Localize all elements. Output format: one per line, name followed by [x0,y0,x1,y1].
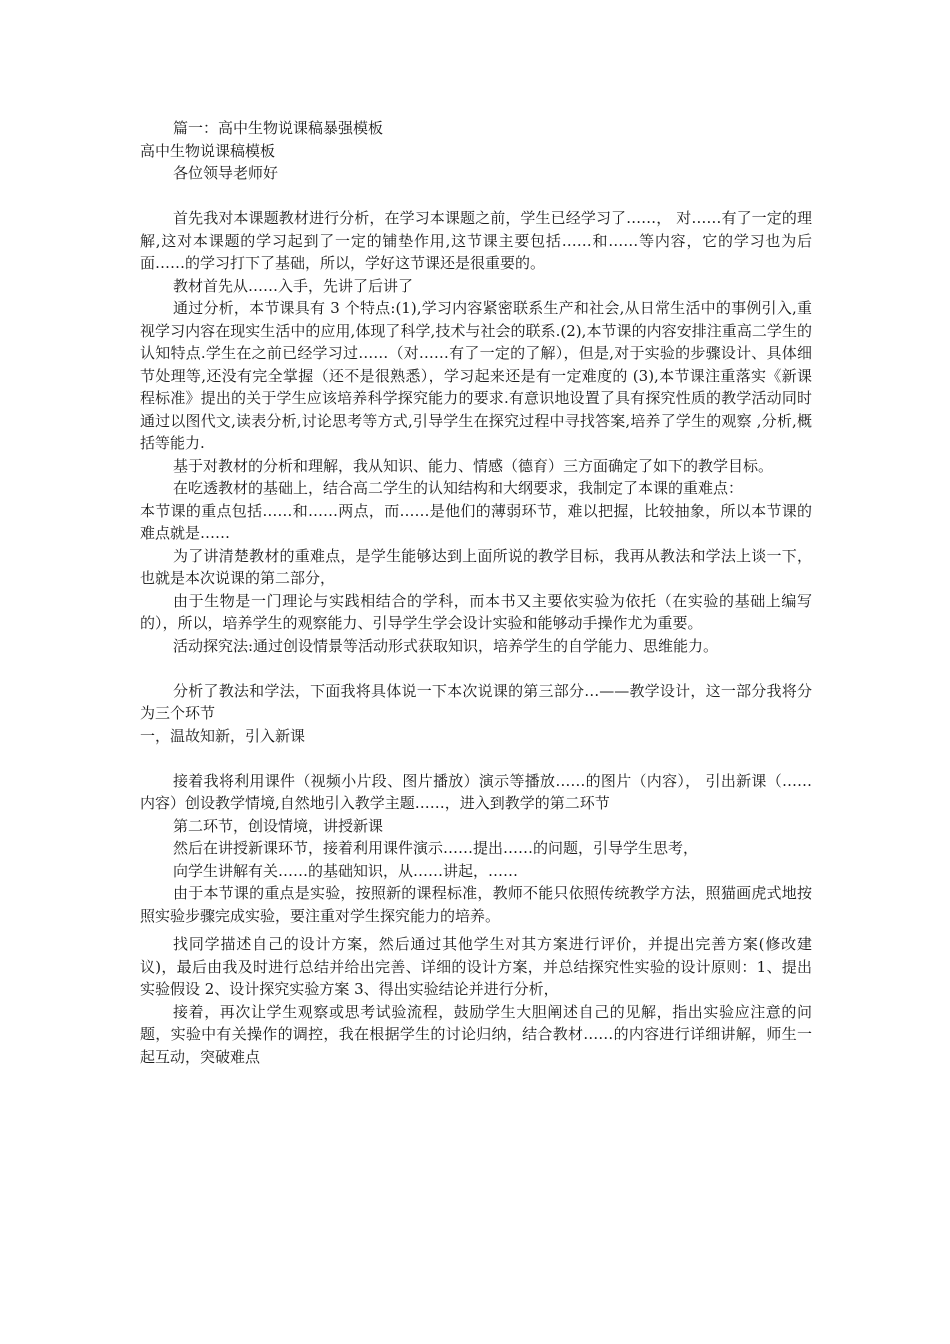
document-page [140,117,812,1068]
paragraph-analysis: 首先我对本课题教材进行分析，在学习本课题之前，学生已经学习了……， 对……有了一定的理解,这对本课题的学习起到了一定的铺垫作用,这节课主要包括……和……等内容，它的学习也为后面……的学习打下了基础，所以，学好这节课还是很重要的。 [140,209,812,272]
paragraph-start: 教材首先从……入手，先讲了后讲了 [173,276,414,295]
spacer [140,747,812,770]
paragraph-methods: 由于生物是一门理论与实践相结合的学科，而本书又主要依实验为依托（在实验的基础上编写的），所以，培养学生的观察能力、引导学生学会设计实验和能够动手操作尤为重要。 [140,591,812,632]
paragraph-goals: 基于对教材的分析和理解，我从知识、能力、情感（德育）三方面确定了如下的教学目标。 [173,456,774,475]
spacer [140,185,812,208]
paragraph-key-points-intro: 在吃透教材的基础上，结合高二学生的认知结构和大纲要求，我制定了本课的重难点： [173,479,744,497]
doc-subtitle: 高中生物说课稿模板 [140,141,276,160]
paragraph-methods-intro: 为了讲清楚教材的重难点，是学生能够达到上面所说的教学目标，我再从教法和学法上谈一下，也就是本次说课的第二部分， [140,546,812,587]
spacer [140,657,812,680]
paragraph-design-plan: 找同学描述自己的设计方案，然后通过其他学生对其方案进行评价，并提出完善方案(修改建议)，最后由我及时进行总结并给出完善、详细的设计方案，并总结探究性实验的设计原则：1、提出实验假设 2、设计探究实验方案 3、得出实验结论并进行分析， [140,935,812,998]
greeting: 各位领导老师好 [173,164,279,182]
paragraph-experiment: 由于本节课的重点是实验，按照新的课程标准，教师不能只依照传统教学方法，照猫画虎式地按照实验步骤完成实验，要注重对学生探究能力的培养。 [140,884,812,925]
section-heading-one: 一，温故知新，引入新课 [140,726,306,745]
paragraph-basics: 向学生讲解有关……的基础知识，从……讲起，…… [173,861,519,880]
paragraph-courseware: 接着我将利用课件（视频小片段、图片播放）演示等播放……的图片（内容）， 引出新课（……内容）创设教学情境,自然地引入教学主题……，进入到教学的第二环节 [140,771,812,812]
paragraph-features: 通过分析，本节课具有 3 个特点:(1),学习内容紧密联系生产和社会,从日常生活中的事例引入,重视学习内容在现实生活中的应用,体现了科学,技术与社会的联系.(2),本节课的内容安排注重高二学生的认知特点.学生在之前已经学习过……（对……有了一定的了解），但是,对于实验的步骤设计、具体细节处理等,还没有完全掌握（还不是很熟悉），学习起来还是有一定难度的 (3),本节课注重落实《新课程标准》提出的关于学生应该培养科学探究能力的要求.有意识地设置了具有探究性质的教学活动同时通过以图代文,读表分析,讨论思考等方式,引导学生在探究过程中寻找答案,培养了学生的观察 ,分析,概括等能力. [140,299,812,452]
paragraph-key-points: 本节课的重点包括……和……两点，而……是他们的薄弱环节，难以把握，比较抽象，所以本节课的难点就是…… [140,501,812,542]
paragraph-interaction: 接着，再次让学生观察或思考试验流程，鼓励学生大胆阐述自己的见解，指出实验应注意的问题，实验中有关操作的调控，我在根据学生的讨论归纳，结合教材……的内容进行详细讲解，师生一起互动，突破难点 [140,1002,812,1066]
section-heading-two: 第二环节，创设情境，讲授新课 [173,816,384,835]
paragraph-design-intro: 分析了教法和学法，下面我将具体说一下本次说课的第三部分…——教学设计，这一部分我将分为三个环节 [140,681,812,722]
paragraph-new-lesson: 然后在讲授新课环节，接着利用课件演示……提出……的问题，引导学生思考， [173,839,699,857]
doc-heading: 篇一：高中生物说课稿暴强模板 [173,119,384,137]
paragraph-inquiry: 活动探究法:通过创设情景等活动形式获取知识，培养学生的自学能力、思维能力。 [173,636,719,655]
